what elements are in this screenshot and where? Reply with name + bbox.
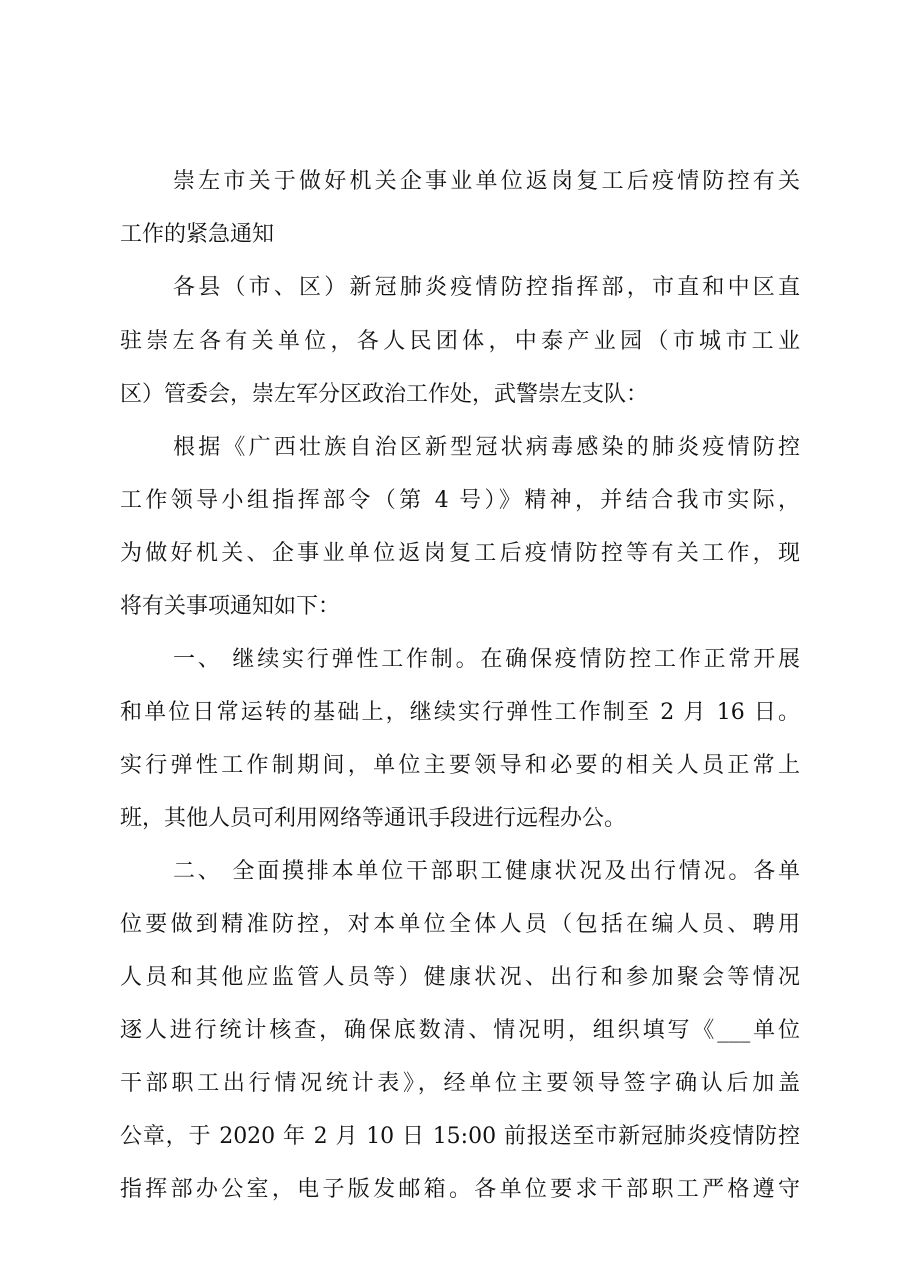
- section-2-line-5: 干部职工出行情况统计表》，经单位主要领导签字确认后加盖: [120, 1071, 800, 1096]
- section-2-line-2: 位要做到精准防控，对本单位全体人员（包括在编人员、聘用: [120, 912, 800, 937]
- title-line-2: 工作的紧急通知: [120, 222, 275, 247]
- section-1-line-4: 班，其他人员可利用网络等通讯手段进行远程办公。: [120, 806, 627, 831]
- addressee-line-1: 各县（市、区）新冠肺炎疫情防控指挥部，市直和中区直: [173, 275, 800, 300]
- section-1-line-1: 一、 继续实行弹性工作制。在确保疫情防控工作正常开展: [173, 647, 800, 672]
- section-2-line-7: 指挥部办公室，电子版发邮箱。各单位要求干部职工严格遵守: [120, 1177, 800, 1202]
- addressee-line-3: 区）管委会，崇左军分区政治工作处，武警崇左支队：: [120, 382, 649, 407]
- section-2-line-4: 逐人进行统计核查，确保底数清、情况明，组织填写《___单位: [120, 1018, 800, 1043]
- section-2-line-1: 二、 全面摸排本单位干部职工健康状况及出行情况。各单: [173, 859, 800, 884]
- addressee-line-2: 驻崇左各有关单位，各人民团体，中泰产业园（市城市工业: [120, 329, 800, 354]
- section-1-line-2: 和单位日常运转的基础上，继续实行弹性工作制至 2 月 16 日。: [120, 700, 800, 725]
- intro-line-3: 为做好机关、企事业单位返岗复工后疫情防控等有关工作，现: [120, 541, 800, 566]
- intro-line-1: 根据《广西壮族自治区新型冠状病毒感染的肺炎疫情防控: [173, 435, 800, 460]
- intro-line-2: 工作领导小组指挥部令（第 4 号）》精神，并结合我市实际，: [120, 488, 800, 513]
- section-1-line-3: 实行弹性工作制期间，单位主要领导和必要的相关人员正常上: [120, 753, 800, 778]
- section-2-line-3: 人员和其他应监管人员等）健康状况、出行和参加聚会等情况: [120, 965, 800, 990]
- title-line-1: 崇左市关于做好机关企事业单位返岗复工后疫情防控有关: [173, 169, 800, 194]
- section-2-line-6: 公章，于 2020 年 2 月 10 日 15:00 前报送至市新冠肺炎疫情防控: [120, 1124, 800, 1149]
- intro-line-4: 将有关事项通知如下：: [120, 594, 341, 619]
